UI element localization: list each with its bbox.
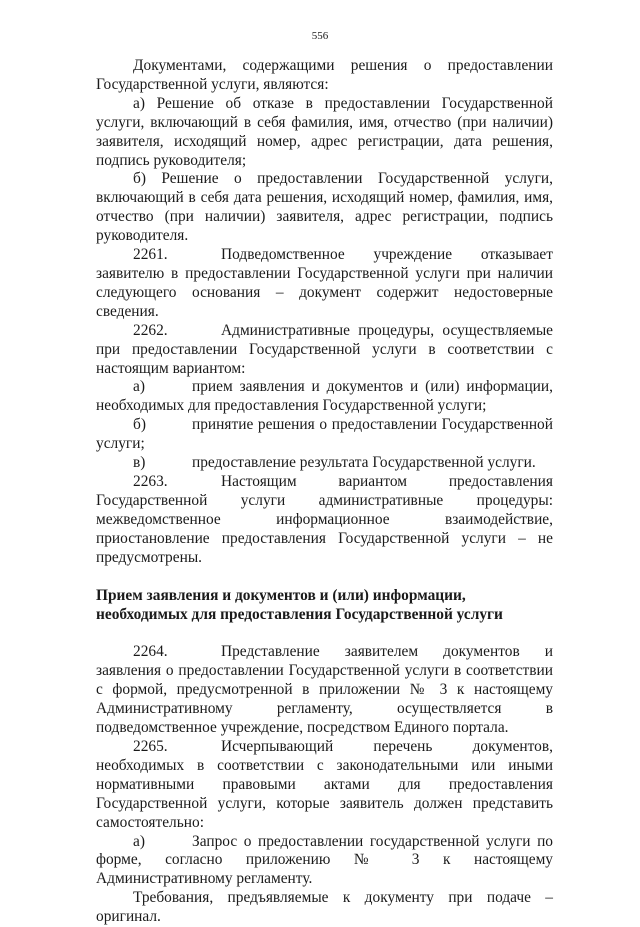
clause-text: Настоящим вариантом предоставления Государственной услуги административные процедуры: межведомственное информационное взаимодействие, приостановление предоставления Государственной услуги – не предусмотрены. (96, 472, 553, 566)
clause-2263 (96, 473, 553, 568)
list-item-text: предоставление результата Государственной услуги. (192, 454, 536, 472)
list-item-text: Решение о предоставлении Государственной услуги, включающий в себя дата решения, исходящий номер, фамилия, имя, отчество (при наличии) заявителя, адрес регистрации, подпись руководителя. (96, 170, 553, 245)
section-heading (96, 586, 553, 624)
list-item-text: Решение об отказе в предоставлении Государственной услуги, включающий в себя фамилия, имя, отчество (при наличии) заявителя, исходящий номер, адрес регистрации, дата решения, подпись руководителя; (96, 94, 553, 169)
list-marker: а) (133, 832, 145, 850)
list-marker: в) (133, 454, 146, 472)
page-number: 556 (311, 30, 329, 42)
clause-2262 (96, 322, 553, 379)
clause-text: Подведомственное учреждение отказывает заявителю в предоставлении Государственной услуги при наличии следующего основания – документ содержит недостоверные сведения. (96, 246, 553, 320)
list-marker: а) (133, 94, 145, 112)
clause-number: 2261. (133, 246, 168, 264)
clause-text: Административные процедуры, осуществляемые при предоставлении Государственной услуги в соответствии с настоящим вариантом: (96, 321, 553, 377)
spacer (96, 624, 553, 643)
list-item-a-refusal (96, 95, 553, 171)
spacer (96, 567, 553, 586)
procedure-item-c (96, 454, 553, 473)
procedure-item-b (96, 416, 553, 454)
list-item-text: принятие решения о предоставлении Государственной услуги; (96, 416, 553, 453)
list-item-text: Запрос о предоставлении государственной услуги по форме, согласно приложению № 3 к настоящему Административному регламенту. (96, 832, 553, 888)
clause-number: 2265. (133, 738, 168, 755)
document-item-a (96, 833, 553, 890)
document-body (96, 57, 553, 927)
paragraph-requirements: Требования, предъявляемые к документу при подаче – оригинал. (96, 889, 553, 926)
clause-number: 2263. (133, 472, 168, 490)
list-marker: б) (133, 170, 146, 188)
list-item-b-grant (96, 170, 553, 246)
clause-text: Исчерпывающий перечень документов, необходимых в соответствии с законодательными или иными нормативными правовыми актами для предоставления Государственной услуги, которые заявитель должен представить самостоятельно: (96, 738, 553, 831)
clause-2261 (96, 246, 553, 322)
clause-number: 2264. (133, 643, 168, 661)
clause-number: 2262. (133, 321, 168, 339)
list-item-text: прием заявления и документов и (или) информации, необходимых для предоставления Государственной услуги; (96, 378, 553, 415)
clause-2264 (96, 643, 553, 738)
paragraph-intro: Документами, содержащими решения о предоставлении Государственной услуги, являются: (96, 57, 553, 93)
section-heading-line-1: Прием заявления и документов и (или) информации, (96, 587, 466, 605)
procedure-item-a (96, 378, 553, 416)
clause-2265 (96, 738, 553, 833)
section-heading-line-2: необходимых для предоставления Государственной услуги (96, 606, 503, 624)
list-marker: а) (133, 378, 145, 396)
clause-text: Представление заявителем документов и заявления о предоставлении Государственной услуги в соответствии с формой, предусмотренной в приложении № 3 к настоящему Административному регламенту, осуществляется в подведомственное учреждение, посредством Единого портала. (96, 643, 553, 737)
list-marker: б) (133, 416, 146, 434)
